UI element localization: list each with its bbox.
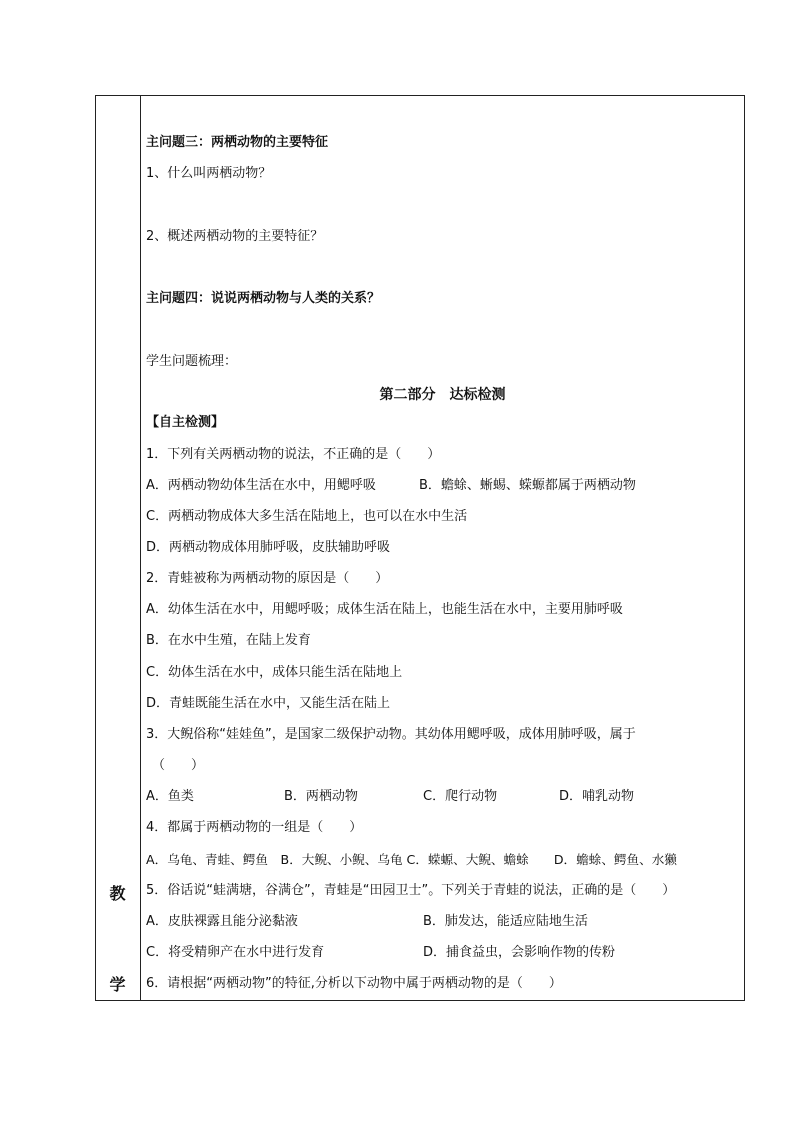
question-2: 2．青蛙被称为两栖动物的原因是（ ） bbox=[146, 571, 389, 586]
question-2-option-a: A．幼体生活在水中，用鳃呼吸；成体生活在陆上，也能生活在水中，主要用肺呼吸 bbox=[146, 602, 623, 617]
question-3-answer-paren: （ ） bbox=[152, 758, 205, 773]
question-2-option-d: D．青蛙既能生活在水中，又能生活在陆上 bbox=[146, 696, 391, 711]
side-label-jiao: 教 bbox=[109, 884, 126, 903]
question-5-option-b: B．肺发达，能适应陆地生活 bbox=[423, 914, 588, 929]
question-6: 6．请根据“两栖动物”的特征,分析以下动物中属于两栖动物的是（ ） bbox=[146, 976, 562, 991]
question-5: 5．俗话说“蛙满塘，谷满仓”，青蛙是“田园卫士”。下列关于青蛙的说法，正确的是（ ） bbox=[146, 883, 676, 898]
student-summary: 学生问题梳理： bbox=[146, 354, 238, 369]
question-1: 1．下列有关两栖动物的说法，不正确的是（ ） bbox=[146, 447, 441, 462]
q3-heading: 主问题三：两栖动物的主要特征 bbox=[146, 135, 329, 150]
question-3-option-c: C．爬行动物 bbox=[423, 789, 498, 804]
q4-heading: 主问题四：说说两栖动物与人类的关系？ bbox=[146, 291, 381, 306]
question-3-option-d: D．哺乳动物 bbox=[559, 789, 635, 804]
question-4: 4．都属于两栖动物的一组是（ ） bbox=[146, 820, 363, 835]
question-2-option-b: B．在水中生殖，在陆上发育 bbox=[146, 633, 311, 648]
question-3: 3．大鲵俗称“娃娃鱼”，是国家二级保护动物。其幼体用鳃呼吸，成体用肺呼吸，属于 bbox=[146, 727, 636, 742]
self-check-heading: 【自主检测】 bbox=[146, 415, 225, 430]
q3-item-1: 1、什么叫两栖动物？ bbox=[146, 166, 272, 181]
question-5-option-a: A．皮肤裸露且能分泌黏液 bbox=[146, 914, 298, 929]
question-5-option-d: D．捕食益虫，会影响作物的传粉 bbox=[423, 945, 616, 960]
q3-item-2: 2、概述两栖动物的主要特征？ bbox=[146, 229, 324, 244]
question-5-option-c: C．将受精卵产在水中进行发育 bbox=[146, 945, 325, 960]
part2-title: 第二部分 达标检测 bbox=[379, 387, 506, 403]
question-1-option-b: B．蟾蜍、蜥蜴、蝾螈都属于两栖动物 bbox=[419, 478, 636, 493]
question-2-option-c: C．幼体生活在水中，成体只能生活在陆地上 bbox=[146, 665, 403, 680]
question-4-options: A．乌龟、青蛙、鳄鱼 B．大鲵、小鲵、乌龟 C．蝾螈、大鲵、蟾蜍 D．蟾蜍、鳄鱼、水獭 bbox=[146, 852, 677, 867]
side-label-xue: 学 bbox=[109, 975, 126, 994]
question-1-option-a: A．两栖动物幼体生活在水中，用鳃呼吸 bbox=[146, 478, 376, 493]
question-3-option-b: B．两栖动物 bbox=[284, 789, 358, 804]
column-divider bbox=[140, 95, 141, 1001]
question-1-option-d: D．两栖动物成体用肺呼吸，皮肤辅助呼吸 bbox=[146, 540, 391, 555]
question-1-option-c: C．两栖动物成体大多生活在陆地上，也可以在水中生活 bbox=[146, 509, 468, 524]
question-3-option-a: A．鱼类 bbox=[146, 789, 194, 804]
